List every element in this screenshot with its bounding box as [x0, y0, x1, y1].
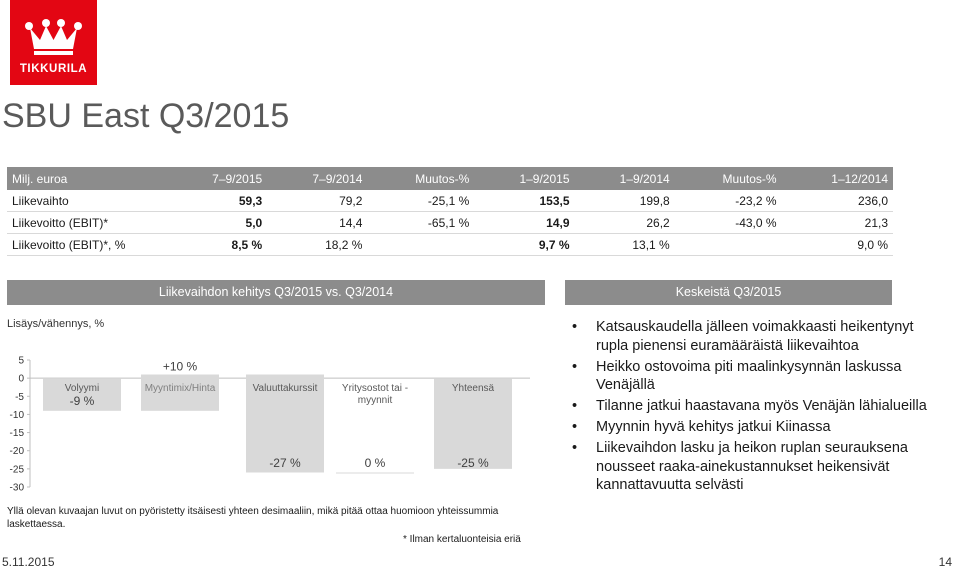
table-cell: -25,1 % — [367, 190, 474, 212]
category-label: Yritysostot tai -myynnit — [341, 383, 409, 407]
table-cell: 8,5 % — [167, 234, 267, 256]
chart-note: Yllä olevan kuvaajan luvut on pyöristetty itsäisesti yhteen desimaaliin, mikä pitää ottaa huomioon yhteissummia laskettaessa. — [7, 506, 499, 530]
y-tick-label: -25 — [9, 464, 24, 476]
category-label: Valuuttakurssit — [252, 383, 318, 395]
highlights-list — [570, 318, 940, 497]
financial-table — [7, 167, 893, 256]
brand-name: TIKKURILA — [19, 63, 88, 75]
category-label: Myyntimix/Hinta — [144, 383, 216, 395]
row-label: Liikevaihto — [7, 190, 167, 212]
table-cell: -43,0 % — [675, 212, 782, 234]
table-cell: 9,0 % — [782, 234, 893, 256]
table-cell: 13,1 % — [575, 234, 675, 256]
table-cell — [675, 234, 782, 256]
column-header: Milj. euroa — [7, 167, 167, 190]
footnote: * Ilman kertaluonteisia eriä — [403, 534, 521, 545]
data-label: 0 % — [364, 455, 386, 470]
data-label: -27 % — [269, 455, 301, 470]
row-label: Liikevoitto (EBIT)* — [7, 212, 167, 234]
bullet-icon: • — [572, 418, 578, 435]
bullet-icon: • — [572, 358, 578, 375]
y-tick-label: -20 — [9, 446, 24, 458]
highlight-text: Heikko ostovoima piti maalinkysynnän laskussa Venäjällä — [596, 358, 902, 394]
table-cell: 9,7 % — [474, 234, 574, 256]
bullet-icon: • — [572, 319, 578, 335]
table-cell: 18,2 % — [267, 234, 367, 256]
bullet-icon: • — [572, 398, 578, 415]
column-header: 7–9/2014 — [267, 167, 367, 190]
data-label: -9 % — [69, 394, 95, 409]
row-label: Liikevoitto (EBIT)*, % — [7, 234, 167, 256]
highlight-item — [570, 439, 940, 495]
y-tick-label: 0 — [18, 373, 24, 385]
table-cell: 21,3 — [782, 212, 893, 234]
table-row — [7, 234, 893, 256]
slide-date: 5.11.2015 — [2, 555, 55, 569]
page-number: 14 — [938, 555, 952, 569]
chart-y-axis-label: Lisäys/vähennys, % — [7, 318, 105, 330]
table-row — [7, 190, 893, 212]
table-cell: 59,3 — [167, 190, 267, 212]
highlight-text: Liikevaihdon lasku ja heikon ruplan seurauksena nousseet raaka-ainekustannukset heikensivät kannattavuutta selvästi — [596, 439, 908, 494]
category-label: Yhteensä — [451, 383, 495, 395]
page-title: SBU East Q3/2015 — [2, 97, 290, 135]
highlight-item — [570, 358, 940, 396]
table-cell: 26,2 — [575, 212, 675, 234]
column-header: 1–9/2014 — [575, 167, 675, 190]
bullet-icon: • — [572, 439, 578, 456]
highlight-item — [570, 397, 940, 416]
table-cell — [367, 234, 474, 256]
highlight-item — [570, 418, 940, 437]
highlights-title: Keskeistä Q3/2015 — [565, 280, 892, 305]
column-header: Muutos-% — [367, 167, 474, 190]
column-header: 1–9/2015 — [474, 167, 574, 190]
table-cell: 153,5 — [474, 190, 574, 212]
table-cell: 14,4 — [267, 212, 367, 234]
y-tick-label: -10 — [9, 409, 24, 421]
table-cell: 5,0 — [167, 212, 267, 234]
category-label: Volyymi — [64, 383, 100, 395]
table-cell: -65,1 % — [367, 212, 474, 234]
table-cell: -23,2 % — [675, 190, 782, 212]
highlight-text: Katsauskaudella jälleen voimakkaasti heikentynyt rupla pienensi euramääräistä liikevaihtoa — [596, 319, 914, 354]
y-tick-label: -30 — [9, 482, 24, 494]
column-header: Muutos-% — [675, 167, 782, 190]
table-cell: 236,0 — [782, 190, 893, 212]
highlight-item — [570, 318, 940, 356]
crown-icon — [24, 18, 83, 56]
y-tick-label: -15 — [9, 428, 24, 440]
y-tick-label: 5 — [18, 355, 24, 367]
y-tick-label: -5 — [15, 391, 24, 403]
table-cell: 14,9 — [474, 212, 574, 234]
waterfall-bar — [336, 472, 414, 473]
table-cell: 199,8 — [575, 190, 675, 212]
column-header: 7–9/2015 — [167, 167, 267, 190]
data-label: +10 % — [162, 359, 198, 374]
column-header: 1–12/2014 — [782, 167, 893, 190]
table-row — [7, 212, 893, 234]
highlight-text: Myynnin hyvä kehitys jatkui Kiinassa — [596, 418, 831, 435]
table-header-row — [7, 167, 893, 190]
tikkurila-logo — [10, 0, 97, 85]
table-cell: 79,2 — [267, 190, 367, 212]
data-label: -25 % — [457, 455, 489, 470]
chart-section-title: Liikevaihdon kehitys Q3/2015 vs. Q3/2014 — [7, 280, 545, 305]
highlight-text: Tilanne jatkui haastavana myös Venäjän lähialueilla — [596, 398, 927, 415]
waterfall-chart — [0, 350, 545, 500]
